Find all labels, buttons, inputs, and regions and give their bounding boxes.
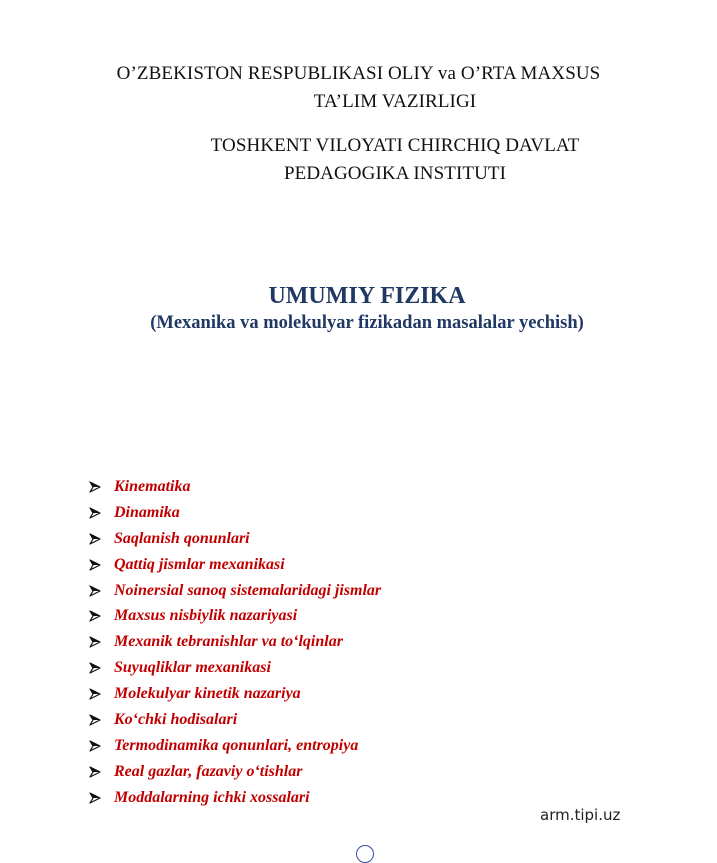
arrowhead-bullet-icon [88, 609, 114, 623]
document-subtitle: (Mexanika va molekulyar fizikadan masalalar yechish) [150, 313, 584, 333]
topic-label: Noinersial sanoq sistemalaridagi jismlar [114, 581, 382, 599]
topic-label: Real gazlar, fazaviy o‘tishlar [114, 762, 303, 780]
arrowhead-bullet-icon [88, 687, 114, 701]
topic-item [88, 526, 381, 552]
topic-label: Mexanik tebranishlar va to‘lqinlar [114, 633, 343, 651]
topic-label: Dinamika [114, 503, 180, 521]
topic-item [88, 759, 381, 785]
arrowhead-bullet-icon [88, 584, 114, 598]
arrowhead-bullet-icon [88, 480, 114, 494]
topic-item [88, 578, 381, 604]
document-title: UMUMIY FIZIKA [268, 283, 466, 309]
institute-line-2: PEDAGOGIKA INSTITUTI [283, 163, 507, 184]
topic-label: Saqlanish qonunlari [114, 529, 250, 547]
topic-label: Ko‘chki hodisalari [114, 710, 238, 728]
topic-item [88, 474, 381, 500]
topic-label: Molekulyar kinetik nazariya [114, 685, 301, 703]
topic-item [88, 552, 381, 578]
topic-label: Maxsus nisbiylik nazariyasi [114, 607, 298, 625]
topic-item [88, 707, 381, 733]
arrowhead-bullet-icon [88, 765, 114, 779]
topic-item [88, 733, 381, 759]
arrowhead-bullet-icon [88, 739, 114, 753]
topic-label: Suyuqliklar mexanikasi [114, 659, 271, 677]
topic-label: Qattiq jismlar mexanikasi [114, 555, 285, 573]
watermark-text: arm.tipi.uz [540, 806, 621, 824]
topic-item [88, 603, 381, 629]
arrowhead-bullet-icon [88, 506, 114, 520]
page-mark-icon [356, 845, 374, 863]
ministry-line-2: TA’LIM VAZIRLIGI [313, 91, 477, 112]
topic-item [88, 785, 381, 811]
topic-label: Termodinamika qonunlari, entropiya [114, 736, 359, 754]
topic-item [88, 629, 381, 655]
topic-label: Moddalarning ichki xossalari [114, 788, 310, 806]
topic-item [88, 500, 381, 526]
arrowhead-bullet-icon [88, 635, 114, 649]
arrowhead-bullet-icon [88, 661, 114, 675]
topic-item [88, 655, 381, 681]
topic-item [88, 681, 381, 707]
arrowhead-bullet-icon [88, 713, 114, 727]
arrowhead-bullet-icon [88, 791, 114, 805]
institute-line-1: TOSHKENT VILOYATI CHIRCHIQ DAVLAT [210, 135, 580, 156]
arrowhead-bullet-icon [88, 558, 114, 572]
topic-list [88, 474, 381, 811]
ministry-line-1: O’ZBEKISTON RESPUBLIKASI OLIY va O’RTA MAXSUS [116, 63, 601, 84]
arrowhead-bullet-icon [88, 532, 114, 546]
topic-label: Kinematika [114, 477, 191, 495]
